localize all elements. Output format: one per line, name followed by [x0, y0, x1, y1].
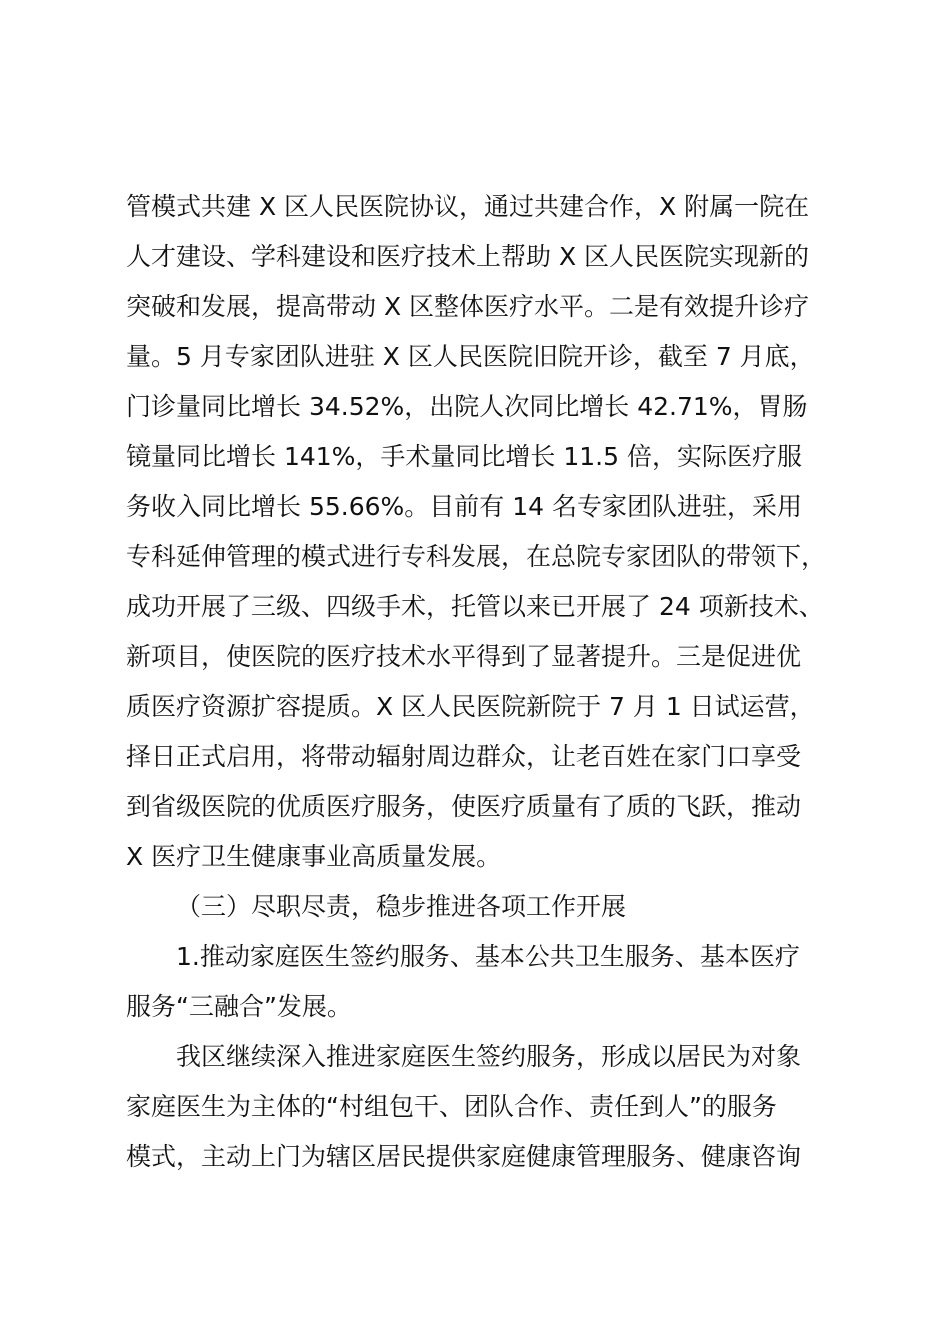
paragraph-line: 专科延伸管理的模式进行专科发展，在总院专家团队的带领下， — [126, 542, 827, 571]
paragraph-line: 人才建设、学科建设和医疗技术上帮助 X 区人民医院实现新的 — [126, 242, 810, 271]
paragraph-line: 突破和发展，提高带动 X 区整体医疗水平。二是有效提升诊疗 — [126, 292, 810, 321]
subheading-line: 1.推动家庭医生签约服务、基本公共卫生服务、基本医疗 — [176, 942, 800, 971]
paragraph-line: 量。5 月专家团队进驻 X 区人民医院旧院开诊，截至 7 月底， — [126, 342, 815, 371]
section-heading: （三）尽职尽责，稳步推进各项工作开展 — [176, 892, 627, 921]
paragraph-line: 家庭医生为主体的“村组包干、团队合作、责任到人”的服务 — [126, 1092, 777, 1121]
paragraph-line: 到省级医院的优质医疗服务，使医疗质量有了质的飞跃，推动 — [126, 792, 802, 821]
paragraph-line: X 医疗卫生健康事业高质量发展。 — [126, 842, 502, 871]
paragraph-line: 模式，主动上门为辖区居民提供家庭健康管理服务、健康咨询 — [126, 1142, 802, 1171]
paragraph-line: 质医疗资源扩容提质。X 区人民医院新院于 7 月 1 日试运营， — [126, 692, 815, 721]
document-body — [126, 182, 846, 1182]
paragraph-line: 管模式共建 X 区人民医院协议，通过共建合作，X 附属一院在 — [126, 192, 810, 221]
paragraph-line: 务收入同比增长 55.66%。目前有 14 名专家团队进驻，采用 — [126, 492, 802, 521]
paragraph-line: 成功开展了三级、四级手术，托管以来已开展了 24 项新技术、 — [126, 592, 824, 621]
paragraph-line: 门诊量同比增长 34.52%，出院人次同比增长 42.71%，胃肠 — [126, 392, 808, 421]
paragraph-line: 新项目，使医院的医疗技术水平得到了显著提升。三是促进优 — [126, 642, 802, 671]
paragraph-line: 镜量同比增长 141%，手术量同比增长 11.5 倍，实际医疗服 — [126, 442, 802, 471]
subheading-line: 服务“三融合”发展。 — [126, 992, 352, 1021]
paragraph-line: 我区继续深入推进家庭医生签约服务，形成以居民为对象 — [176, 1042, 802, 1071]
paragraph-line: 择日正式启用，将带动辐射周边群众，让老百姓在家门口享受 — [126, 742, 802, 771]
